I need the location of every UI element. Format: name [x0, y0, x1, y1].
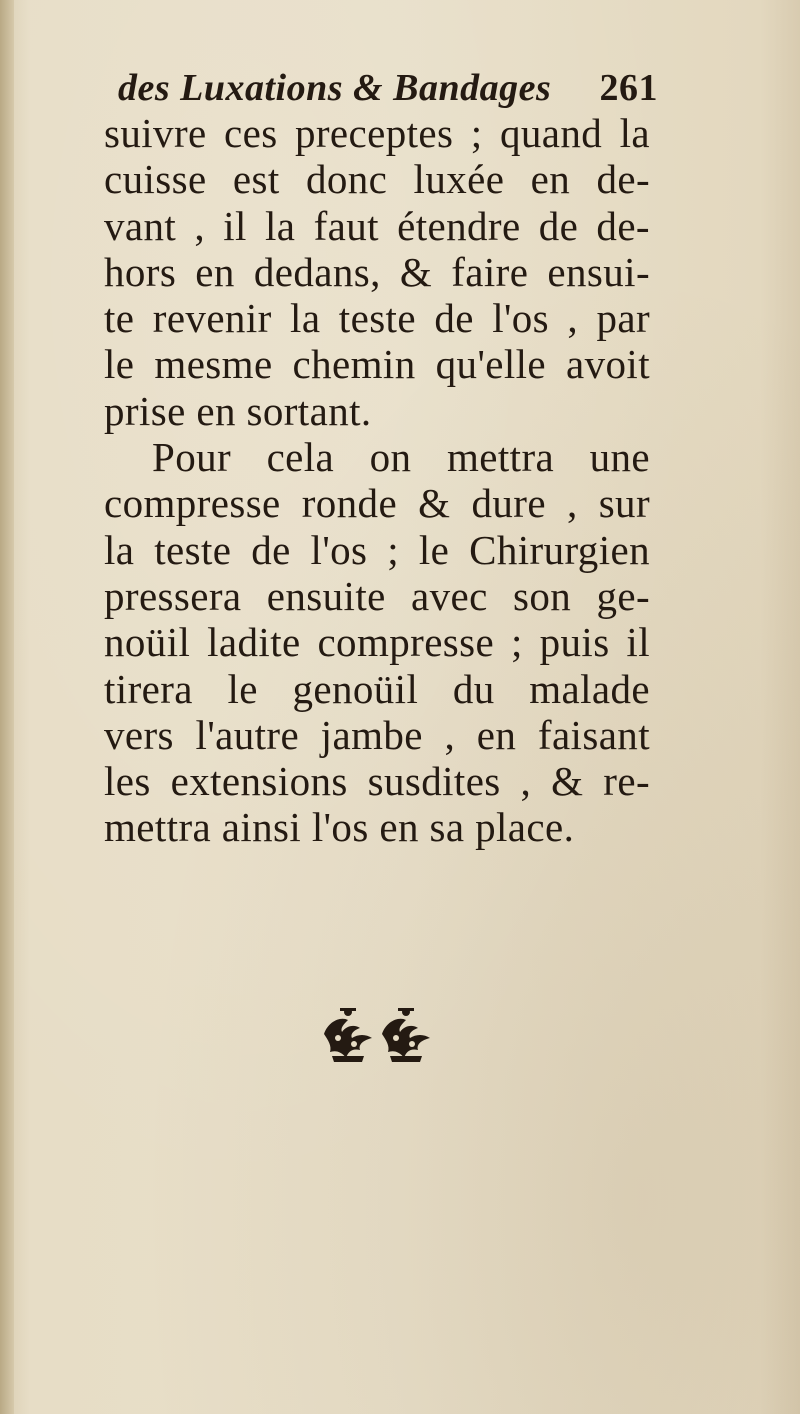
text-line: noüil ladite compresse ; puis il	[104, 619, 650, 666]
text-line: te revenir la teste de l'os , par	[104, 295, 650, 342]
running-title: des Luxations & Bandages	[118, 67, 552, 109]
page-number: 261	[599, 67, 658, 109]
text-line: hors en dedans, & faire ensui-	[104, 248, 650, 295]
text-line: cuisse est donc luxée en de-	[104, 156, 650, 203]
text-line: la teste de l'os ; le Chirurgien	[104, 526, 650, 573]
fleuron-right-icon	[382, 1008, 430, 1062]
text-line: prise en sortant.	[104, 387, 372, 434]
text-line: le mesme chemin qu'elle avoit	[104, 341, 650, 388]
text-line: vers l'autre jambe , en faisant	[104, 711, 650, 758]
text-line: les extensions susdites , & re-	[104, 758, 650, 805]
text-line: Pour cela on mettra une	[152, 434, 650, 481]
text-line: tirera le genoüil du malade	[104, 665, 650, 712]
body-text	[104, 110, 650, 851]
text-line: compresse ronde & dure , sur	[104, 480, 650, 527]
text-line: vant , il la faut étendre de de-	[104, 202, 650, 249]
running-header	[118, 58, 658, 118]
fleuron-left-icon	[324, 1008, 372, 1062]
text-line: pressera ensuite avec son ge-	[104, 572, 650, 619]
fleuron-ornament-icon	[318, 1004, 436, 1066]
text-line: mettra ainsi l'os en sa place.	[104, 804, 575, 851]
page-gutter	[0, 0, 14, 1414]
text-line: suivre ces preceptes ; quand la	[104, 110, 650, 156]
